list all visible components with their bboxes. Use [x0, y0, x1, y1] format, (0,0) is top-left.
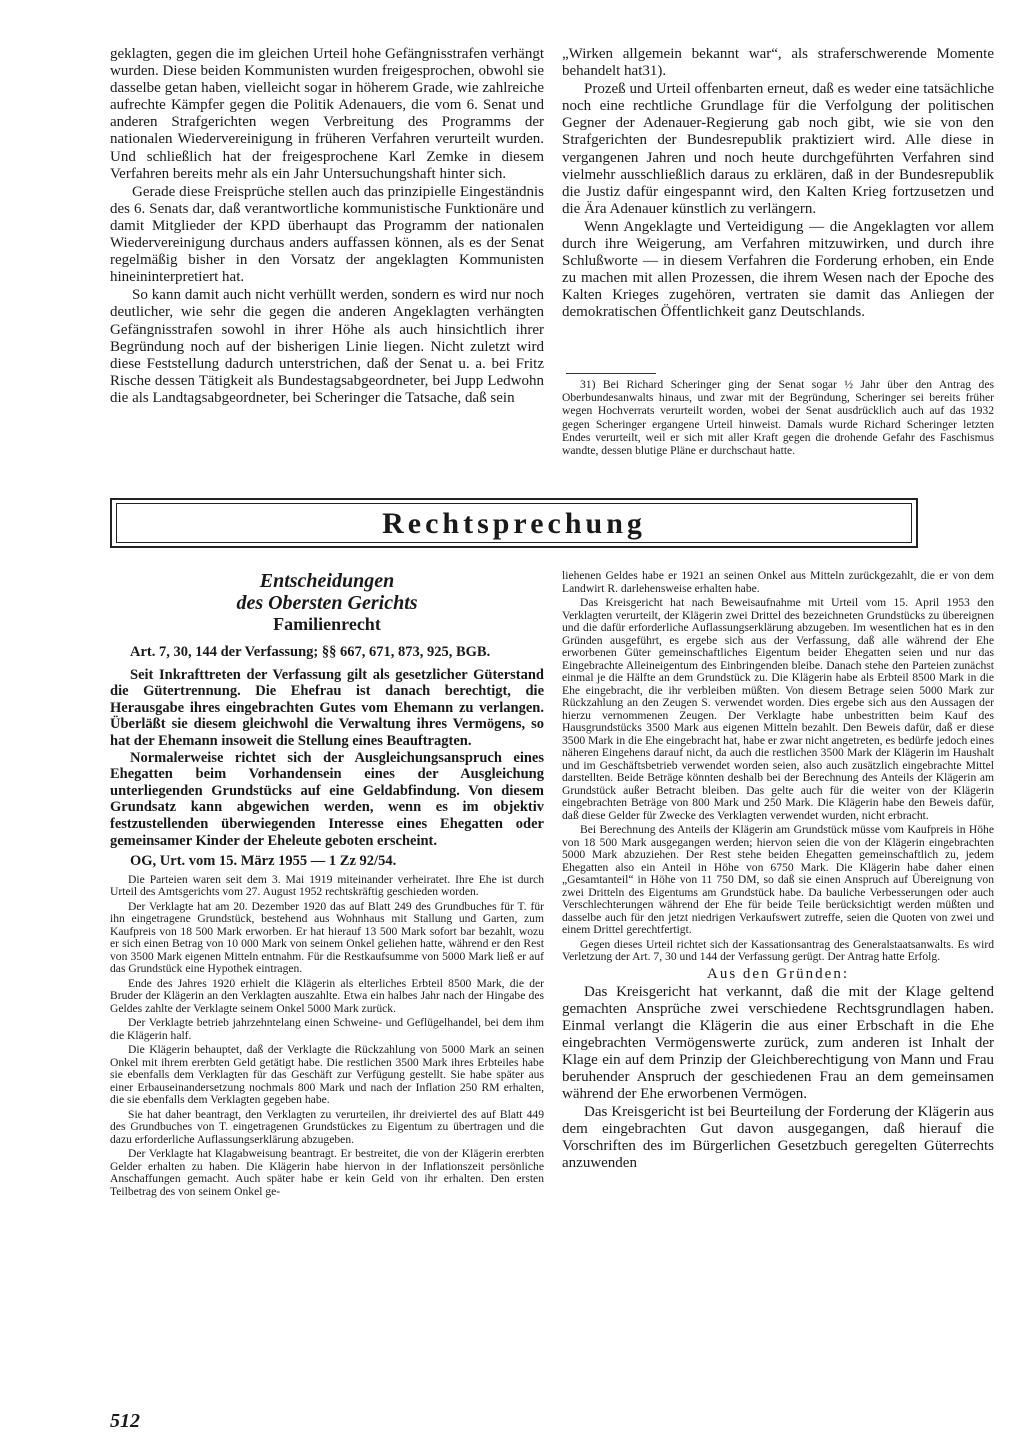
- body-paragraph: liehenen Geldes habe er 1921 an seinen Onkel aus Mitteln zurückgezahlt, die er von dem Landwirt R. darlehensweise erhalten habe.: [562, 570, 994, 595]
- body-paragraph: Die Parteien waren seit dem 3. Mai 1919 miteinander verheiratet. Ihre Ehe ist durch Urteil des Amtsgerichts vom 27. August 1952 rechtskräftig geschieden worden.: [110, 872, 544, 899]
- bottom-right-column: [562, 570, 994, 1406]
- section-banner-title: Rechtsprechung: [382, 507, 646, 540]
- page-number: 512: [110, 1410, 140, 1432]
- top-left-column: [110, 46, 544, 486]
- body-paragraph: Der Verklagte hat am 20. Dezember 1920 das auf Blatt 249 des Grundbuches für T. für ihn eingetragene Grundstück, bestehend aus Wohnhaus mit Stallung und Garten, zum Kaufpreis von 18 500 Mark erworben. Er hat hierauf 13 500 Mark sofort bar bezahlt, wozu er sich einen Betrag von 10 000 Mark von seinem Onkel geliehen hatte, während er den Rest von 3500 Mark eigenen Mitteln entnahm. Für die Restkaufsumme von 5000 Mark ließ er auf das Grundstück eine Hypothek eintragen.: [110, 899, 544, 976]
- top-right-column: [562, 46, 994, 366]
- headnote: Normalerweise richtet sich der Ausgleichungsanspruch eines Ehegatten beim Vorhandensein eines der Ausgleichung unterliegenden Grundstücks auf eine Geldabfindung. Von diesem Grundsatz kann abgewichen werden, wenn es im objektiv festzustellenden überwiegenden Interesse eines Ehegatten oder gemeinsamer Kinder der Eheleute geboten erscheint.: [110, 749, 544, 849]
- legal-reference: Art. 7, 30, 144 der Verfassung; §§ 667, 671, 873, 925, BGB.: [130, 644, 491, 660]
- section-banner: [110, 498, 918, 548]
- body-paragraph: Der Verklagte betrieb jahrzehntelang einen Schweine- und Geflügelhandel, bei dem ihm die Klägerin half.: [110, 1016, 544, 1042]
- section-subtitle: Familienrecht: [273, 614, 381, 634]
- section-title: Entscheidungen: [259, 570, 395, 592]
- body-paragraph: Das Kreisgericht hat verkannt, daß die mit der Klage geltend gemachten Ansprüche zwei verschiedene Rechtsgrundlagen haben. Einmal verlangt die Klägerin die aus einer Erbschaft in die Ehe eingebrachten Vermögenswerte zurück, zum anderen ist Inhalt der Klage ein auf dem Prinzip der Gleichberechtigung von Mann und Frau beruhender Anspruch der geschiedenen Frau an dem gemeinsamen während der Ehe erworbenen Vermögen.: [562, 983, 994, 1103]
- footnote-text: 31) Bei Richard Scheringer ging der Senat sogar ½ Jahr über den Antrag des Oberbundesanwalts hinaus, und zwar mit der Begründung, Scheringer sei bereits früher wegen Hochverrats verurteilt worden, wobei der Senat ausdrücklich auch auf das 1932 gegen Scheringer ergangene Urteil hinweist. Damals wurde Richard Scheringer letzten Endes verurteilt, weil er sich mit aller Kraft gegen die drohende Gefahr des Faschismus wandte, dessen blutige Pläne er durchschaut hatte.: [562, 378, 994, 458]
- section-title-2: des Obersten Gerichts: [236, 592, 418, 614]
- body-paragraph: Gegen dieses Urteil richtet sich der Kassationsantrag des Generalstaatsanwalts. Es wird Verletzung der Art. 7, 30 und 144 der Verfassung gerügt. Der Antrag hatte Erfolg.: [562, 937, 994, 963]
- headnote: Seit Inkrafttreten der Verfassung gilt als gesetzlicher Güterstand die Gütertrennung. Die Ehefrau ist danach berechtigt, die Herausgabe ihres eingebrachten Gutes vom Ehemann zu verlangen. Überläßt sie diesem gleichwohl die Verwaltung ihres Vermögens, so hat der Ehemann insoweit die Stellung eines Beauftragten.: [110, 666, 544, 749]
- body-paragraph: Das Kreisgericht hat nach Beweisaufnahme mit Urteil vom 15. April 1953 den Verklagten verurteilt, der Klägerin zwei Drittel des bezeichneten Grundstücks zu übereignen und die dafür erforderliche Auflassungserklärung abzugeben. Im wesentlichen hat es in den Gründen ausgeführt, es ergebe sich aus der Verfassung, daß alle während der Ehe erworbenen Güter gemeinschaftliches Eigentum beider Ehegatten seien und nur das Eingebrachte Alleineigentum des Einbringenden bleibe. Danach stehe den Parteien zunächst einmal je die Hälfte an dem Grundstück zu. Die Klägerin habe als Erbteil 8500 Mark in die Ehe eingebracht, die ihr verbleiben müßten. Von diesem Betrage seien 5000 Mark zur Rückzahlung an den Zeugen S. verwendet worden. Dies ergebe sich aus den Aussagen der hierzu vernommenen Zeugen. Der Verklagte habe unbestritten beim Kauf des Hausgrundstücks 3500 Mark aus eigenen Mitteln bezahlt. Den Beweis dafür, daß er diese 3500 Mark in die Ehe eingebracht hat, habe er zwar nicht angetreten, es bedürfe jedoch eines näheren Eingehens darauf nicht, da auch die restlichen 3500 Mark der Klägerin im Haushalt und im Geschäftsbetrieb verwendet worden seien, also auch zusätzlich eingebrachte Mittel darstellten. Beide Beträge könnten deshalb bei der Berechnung des Anteils der Klägerin am Grundstück außer Betracht bleiben. Das gelte auch für die weiter von der Klägerin eingebrachten Beträge von 800 Mark und 250 Mark. Die Klägerin habe den Beweis dafür, daß diese Gelder für Zwecke des Verklagten verwendet wurden, nicht erbracht.: [562, 596, 994, 822]
- bottom-left-column: [110, 570, 544, 1400]
- footnote-rule: [566, 373, 656, 374]
- body-paragraph: Bei Berechnung des Anteils der Klägerin am Grundstück müsse vom Kaufpreis in Höhe von 18 500 Mark ausgegangen werden; hiervon seien die von der Klägerin eingebrachten 5000 Mark abzuziehen. Der Rest stehe beiden Ehegatten gemeinschaftlich zu, jedem Ehegatten also ein Anteil in Höhe von 6750 Mark. Die Klägerin habe daher einen „Gesamtanteil“ in Höhe von 11 750 DM, so daß sie einen Anspruch auf Übereignung von zwei Dritteln des Eigentums am Grundstück habe. Da bauliche Verbesserungen oder auch Verschlechterungen während der Ehe für beide Teile berücksichtigt werden müßten und dasselbe auch für den jetzt niedrigen Verkaufswert zutreffe, seien die Quoten von zwei und einem Drittel gerechtfertigt.: [562, 823, 994, 936]
- body-paragraph: Ende des Jahres 1920 erhielt die Klägerin als elterliches Erbteil 8500 Mark, die der Bruder der Klägerin an den Verklagten auszahlte. Etwa ein halbes Jahr nach der Hingabe des Geldes zahlte der Verklagte seinem Onkel 5000 Mark zurück.: [110, 976, 544, 1015]
- body-paragraph: So kann damit auch nicht verhüllt werden, sondern es wird nur noch deutlicher, wie sehr die gegen die anderen Angeklagten verhängten Gefängnisstrafen sowohl in ihrer Höhe als auch hinsichtlich ihrer Begründung noch auf der bisherigen Linie liegen. Nicht zuletzt wird diese Feststellung dadurch unterstrichen, daß der Senat u. a. bei Fritz Rische dessen Tätigkeit als Bundestagsabgeordneter, bei Jupp Ledwohn die als Landtagsabgeordneter, bei Scheringer die Tatsache, daß sein: [110, 287, 544, 406]
- footnote: [562, 378, 994, 484]
- body-paragraph: „Wirken allgemein bekannt war“, als straferschwerende Momente behandelt hat31).: [562, 46, 994, 80]
- body-paragraph: Die Klägerin behauptet, daß der Verklagte die Rückzahlung von 5000 Mark an seinen Onkel mit ihrem ererbten Geld getätigt habe. Die restlichen 3500 Mark ihres Erbteiles habe sie ebenfalls dem Verklagten für das Geschäft zur Verfügung gestellt. Sie habe später aus einer Erbauseinandersetzung nochmals 800 Mark und nach der Inflation 250 RM erhalten, die sie ebenfalls dem Verklagten gegeben habe.: [110, 1043, 544, 1107]
- body-paragraph: Gerade diese Freisprüche stellen auch das prinzipielle Eingeständnis des 6. Senats dar, daß verantwortliche kommunistische Funktionäre und damit Mitglieder der KPD überhaupt das Programm der nationalen Wiedervereinigung durchaus anders auffassen können, als es der Senat regelmäßig bisher in den Vorsatz der angeklagten Kommunisten hineininterpretiert hat.: [110, 183, 544, 286]
- body-paragraph: Das Kreisgericht ist bei Beurteilung der Forderung der Klägerin aus dem eingebrachten Gut davon ausgegangen, daß hierauf die Vorschriften des im Bürgerlichen Gesetzbuch geregelten Güterrechts anzuwenden: [562, 1104, 994, 1172]
- body-paragraph: Prozeß und Urteil offenbarten erneut, daß es weder eine tatsächliche noch eine rechtliche Grundlage für die Verfolgung der politischen Gegner der Adenauer-Regierung gab noch gibt, wie sie von den Strafgerichten der Bundesrepublik praktiziert wird. Alle diese in vergangenen Jahren und noch heute durchgeführten Verfahren sind vielmehr ausschließlich daraus zu erklären, daß in der Bundesrepublik die Justiz dafür eingespannt wird, den Kalten Krieg fortzusetzen und die Ära Adenauer künstlich zu verlängern.: [562, 81, 994, 217]
- body-paragraph: Sie hat daher beantragt, den Verklagten zu verurteilen, ihr dreiviertel des auf Blatt 449 des Grundbuches von T. eingetragenen Grundstückes zu Eigentum zu übertragen und die dazu erforderliche Auflassungserklärung abzugeben.: [110, 1107, 544, 1146]
- case-citation: OG, Urt. vom 15. März 1955 — 1 Zz 92/54.: [130, 853, 397, 870]
- body-paragraph: geklagten, gegen die im gleichen Urteil hohe Gefängnisstrafen verhängt wurden. Diese beiden Kommunisten wurden freigesprochen, obwohl sie dasselbe getan haben, vielleicht sogar in höherem Grade, wie zahlreiche aufrechte Kämpfer gegen die Politik Adenauers, die vom 6. Senat und anderen Strafgerichten wegen Verbreitung des Programms der nationalen Wiedervereinigung in früheren Verfahren verurteilt wurden. Und schließlich hat der freigesprochene Karl Zemke in diesem Verfahren bereits mehr als ein Jahr Untersuchungshaft hinter sich.: [110, 46, 544, 182]
- body-paragraph: Der Verklagte hat Klagabweisung beantragt. Er bestreitet, die von der Klägerin ererbten Gelder erhalten zu haben. Die Klägerin habe hiervon in der Inflationszeit persönliche Anschaffungen gemacht. Auch später habe er kein Geld von ihr erhalten. Den ersten Teilbetrag des von seinem Onkel ge-: [110, 1147, 544, 1198]
- subsection-heading: Aus den Gründen:: [707, 965, 849, 982]
- body-paragraph: Wenn Angeklagte und Verteidigung — die Angeklagten vor allem durch ihre Weigerung, am Verfahren mitzuwirken, und durch ihre Schlußworte — in diesem Verfahren die Forderung erhoben, ein Ende zu machen mit allen Prozessen, die ihrem Wesen nach der Epoche des Kalten Krieges zugehören, vertraten sie damit das Anliegen der demokratischen Öffentlichkeit ganz Deutschlands.: [562, 218, 994, 321]
